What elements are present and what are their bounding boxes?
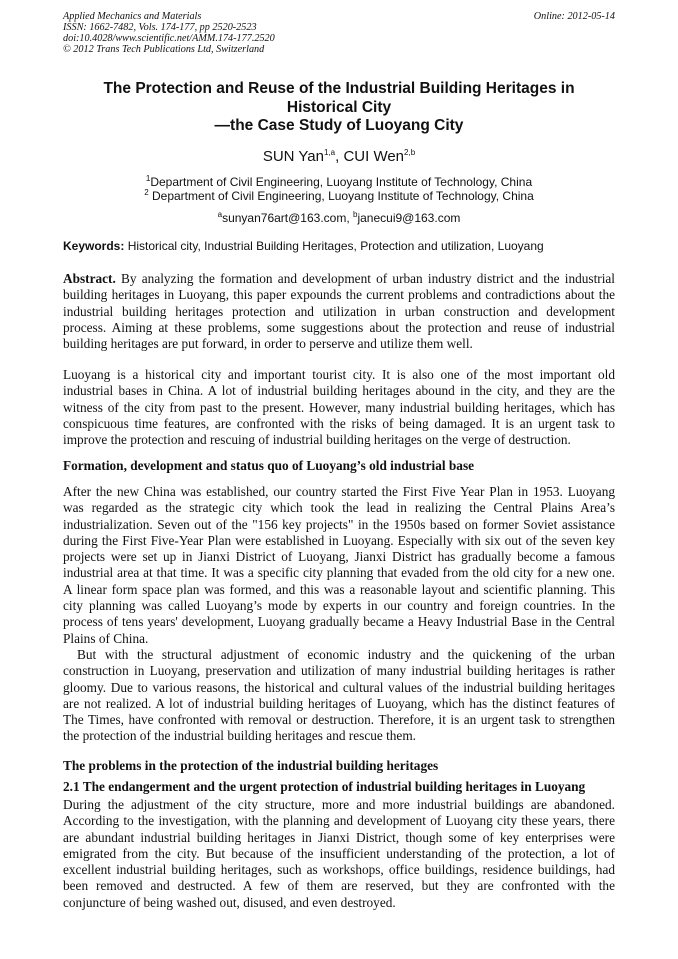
text-line bbox=[63, 336, 615, 352]
text-line bbox=[63, 797, 615, 813]
author-sup: 2,b bbox=[404, 148, 416, 157]
online-date: Online: 2012-05-14 bbox=[533, 11, 615, 22]
text-line bbox=[63, 271, 615, 287]
text-line bbox=[63, 631, 615, 647]
line-text: construction in Luoyang, preservation and utilization of many industrial building heritages is rather bbox=[63, 663, 615, 679]
affiliation-text: Department of Civil Engineering, Luoyang Institute of Technology, China bbox=[148, 188, 534, 203]
line-text: witness of the city from past to the present. However, many industrial building heritages, which has bbox=[63, 399, 615, 415]
text-line bbox=[63, 614, 615, 630]
section-heading: Formation, development and status quo of Luoyang’s old industrial base bbox=[63, 458, 475, 473]
text-line bbox=[63, 565, 615, 581]
line-text: During the adjustment of the city structure, more and more industrial buildings are abandoned. bbox=[63, 797, 615, 812]
line-text: industrial bases in China. A lot of industrial building heritages abound in the city, and they are the bbox=[63, 383, 615, 399]
journal-name: Applied Mechanics and Materials bbox=[63, 11, 202, 22]
line-text: conspicuous time features, are confronted with the risks of being damaged. It is an urgent task to bbox=[63, 415, 615, 431]
line-text: By analyzing the formation and development of urban industry district and the industrial bbox=[115, 271, 615, 286]
line-text: city planning was called Luoyang’s mode by experts in our country and foreign countries. In the bbox=[63, 598, 615, 614]
affiliation-text: Department of Civil Engineering, Luoyang Institute of Technology, China bbox=[150, 175, 533, 189]
text-line bbox=[63, 416, 615, 432]
line-text: building heritages in Luoyang, this paper expounds the current problems and contradictions about the bbox=[63, 287, 615, 303]
line-text: process. Aiming at these problems, some suggestions about the protection and reuse of industrial bbox=[63, 319, 615, 335]
line-text: are not realized. A lot of industrial building heritages of Luoyang, which has the distinct features of bbox=[63, 695, 615, 711]
text-line bbox=[63, 663, 615, 679]
emails bbox=[63, 211, 615, 225]
line-text: Plains of China. bbox=[63, 630, 149, 646]
text-line bbox=[63, 813, 615, 829]
text-line bbox=[63, 680, 615, 696]
doi: doi:10.4028/www.scientific.net/AMM.174-177.2520 bbox=[63, 33, 275, 44]
text-line bbox=[63, 728, 615, 744]
affiliation-sup: 1 bbox=[145, 174, 151, 183]
email-link[interactable]: sunyan76art@163.com, bbox=[222, 211, 353, 225]
line-text: A linear form space plan was formed, and this was a reasonable layout and scientific planning. This bbox=[63, 581, 615, 597]
line-text: excellent industrial building heritages, such as workshops, office buildings, residence buildings, had bbox=[63, 862, 615, 878]
section-heading: The problems in the protection of the industrial building heritages bbox=[63, 758, 439, 773]
line-text: Luoyang is a historical city and important tourist city. It is also one of the most important old bbox=[63, 367, 615, 382]
line-text: improve the protection and rescuing of industrial building heritages on the verge of destruction. bbox=[63, 432, 571, 448]
title-line: —the Case Study of Luoyang City bbox=[214, 117, 464, 134]
text-line bbox=[63, 846, 615, 862]
text-line bbox=[63, 712, 615, 728]
text-line bbox=[63, 484, 615, 500]
text-line bbox=[63, 647, 615, 663]
title-line: The Protection and Reuse of the Industrial Building Heritages in bbox=[103, 80, 575, 97]
paper-title bbox=[63, 80, 615, 136]
keywords bbox=[63, 239, 615, 253]
section2-paragraph bbox=[63, 797, 615, 911]
text-line bbox=[63, 432, 615, 448]
line-text: conjuncture of being washed out, disused, and even destroyed. bbox=[63, 894, 396, 910]
line-text: are abundant industrial building heritages in Jianxi District, though some of key enterprises were bbox=[63, 829, 615, 845]
text-line bbox=[63, 533, 615, 549]
line-text: According to the investigation, with the planning and development of Luoyang city these years, there bbox=[63, 813, 615, 829]
text-line bbox=[63, 304, 615, 320]
line-text: industrial building heritages protection and utilization in urban construction and development bbox=[63, 303, 615, 319]
line-text: projects were set up in Jianxi District of Luoyang, Jianxi District has gradually become a famous bbox=[63, 549, 615, 565]
journal-header bbox=[63, 11, 615, 55]
text-line bbox=[63, 862, 615, 878]
affiliations bbox=[63, 176, 615, 203]
intro-paragraph bbox=[63, 367, 615, 448]
copyright: © 2012 Trans Tech Publications Ltd, Switzerland bbox=[63, 44, 265, 55]
text-line bbox=[63, 287, 615, 303]
line-text: industrialization. Seven out of the "156 key projects" in the 1950s based on former Soviet assistance bbox=[63, 516, 615, 532]
author-separator: , bbox=[335, 148, 344, 165]
text-line bbox=[63, 549, 615, 565]
title-line: Historical City bbox=[286, 98, 392, 116]
text-line bbox=[63, 598, 615, 614]
text-line bbox=[63, 830, 615, 846]
section1-paragraph bbox=[63, 647, 615, 745]
line-text: been removed and destructed. A few of them are reserved, but they are confronted with the bbox=[63, 878, 615, 894]
text-line bbox=[63, 320, 615, 336]
text-line bbox=[63, 400, 615, 416]
text-line bbox=[63, 696, 615, 712]
author-name: SUN Yan bbox=[262, 148, 324, 165]
affiliation-sup: 2 bbox=[144, 187, 149, 197]
line-text: The Times, have confronted with removal or destruction. Therefore, it is an urgent task to strengthen bbox=[63, 712, 615, 728]
abstract bbox=[63, 271, 615, 352]
author-name: CUI Wen bbox=[343, 148, 405, 165]
line-text: After the new China was established, our country started the First Five Year Plan in 1953. Luoyang bbox=[63, 484, 615, 499]
line-text: But with the structural adjustment of economic industry and the quickening of the urban bbox=[77, 647, 615, 662]
line-text: during the First Five-Year Plan were established in Luoyang. Especially with six out of the seven key bbox=[63, 532, 615, 548]
authors bbox=[63, 148, 615, 165]
line-text: the protection of the industrial building heritages and rescue them. bbox=[63, 728, 417, 744]
text-line bbox=[63, 895, 615, 911]
text-line bbox=[63, 582, 615, 598]
text-line bbox=[63, 500, 615, 516]
text-line bbox=[63, 517, 615, 533]
keywords-label: Keywords: bbox=[63, 239, 125, 253]
line-text: was regarded as the strategic city which took the lead in realizing the Central Plains Area’s bbox=[63, 500, 615, 516]
line-text: process of tens years' development, Luoyang gradually became a Heavy Industrial Base in the Central bbox=[63, 614, 615, 630]
issn: ISSN: 1662-7482, Vols. 174-177, pp 2520-2523 bbox=[63, 22, 257, 33]
section1-paragraph bbox=[63, 484, 615, 647]
email-sup: b bbox=[353, 210, 358, 219]
author-sup: 1,a bbox=[323, 148, 336, 157]
line-text: gloomy. Due to various reasons, the historical and cultural values of the industrial building heritages bbox=[63, 679, 615, 695]
keywords-text: Historical city, Industrial Building Heritages, Protection and utilization, Luoyang bbox=[124, 239, 544, 253]
email-link[interactable]: janecui9@163.com bbox=[357, 211, 461, 225]
lead-label: Abstract. bbox=[63, 271, 116, 286]
line-text: emigrated from the city. But because of the insufficient understanding of the protection, a lot of bbox=[63, 845, 615, 861]
affiliation bbox=[63, 187, 615, 204]
subsection-heading: 2.1 The endangerment and the urgent protection of industrial building heritages in Luoyang bbox=[63, 779, 586, 794]
line-text: industrial area at that time. It was a specific city planning that evaded from the old city for a new one. bbox=[63, 565, 615, 581]
text-line bbox=[63, 383, 615, 399]
email-sup: a bbox=[217, 210, 223, 219]
text-line bbox=[63, 367, 615, 383]
text-line bbox=[63, 878, 615, 894]
line-text: building heritages are put forward, in order to perserve and utilize them well. bbox=[63, 336, 473, 352]
